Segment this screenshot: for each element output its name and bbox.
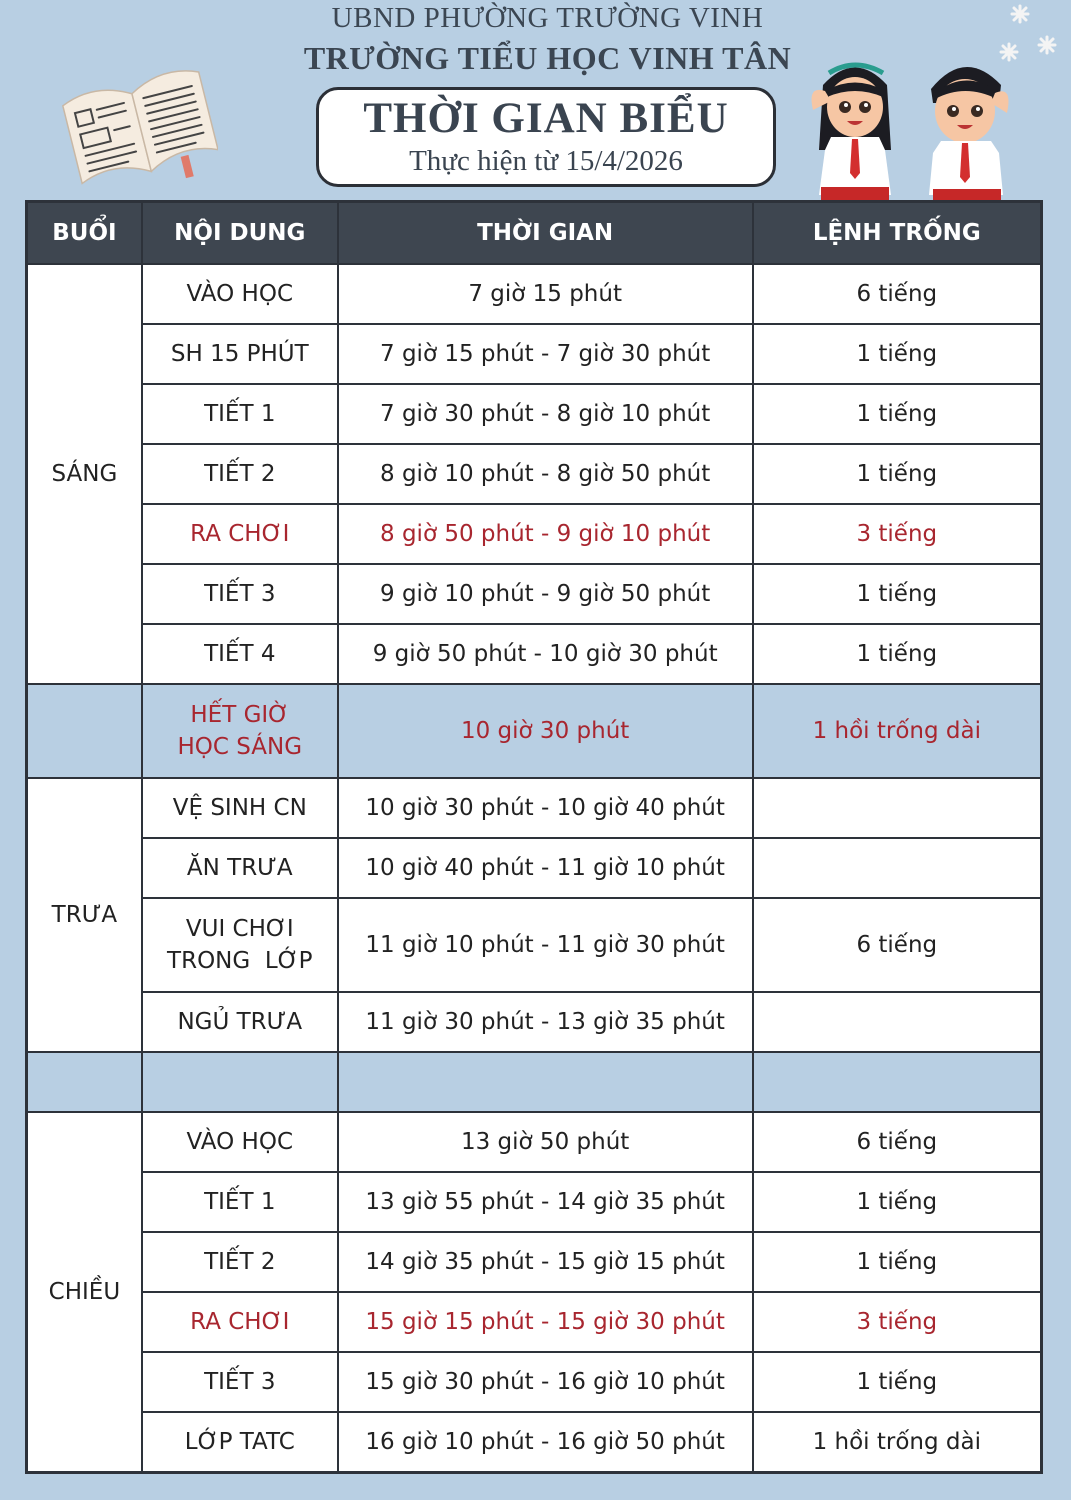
row-content: TIẾT 3: [142, 1352, 338, 1412]
row-drum: 6 tiếng: [753, 898, 1042, 992]
column-header-session: BUỔI: [27, 202, 142, 265]
row-time: 15 giờ 15 phút - 15 giờ 30 phút: [338, 1292, 753, 1352]
table-row: [27, 384, 1042, 444]
row-content: LỚP TATC: [142, 1412, 338, 1473]
row-drum: 6 tiếng: [753, 1112, 1042, 1172]
row-time: 7 giờ 15 phút: [338, 264, 753, 324]
row-content-line: HẾT GIỜ: [190, 702, 290, 728]
org-name: UBND PHƯỜNG TRƯỜNG VINH: [331, 2, 764, 34]
row-content: NGỦ TRƯA: [142, 992, 338, 1052]
effective-date: Thực hiện từ 15/4/2026: [409, 145, 683, 177]
row-time: 9 giờ 50 phút - 10 giờ 30 phút: [338, 624, 753, 684]
row-content-line: TRONG LỚP: [167, 948, 313, 974]
row-content: TIẾT 1: [142, 384, 338, 444]
schedule-table: [25, 200, 1043, 1474]
empty-cell: [753, 1052, 1042, 1112]
table-row: [27, 1112, 1042, 1172]
row-time: 9 giờ 10 phút - 9 giờ 50 phút: [338, 564, 753, 624]
row-time: 10 giờ 30 phút: [338, 684, 753, 778]
empty-cell: [338, 1052, 753, 1112]
row-time: 11 giờ 30 phút - 13 giờ 35 phút: [338, 992, 753, 1052]
row-content: VỆ SINH CN: [142, 778, 338, 838]
row-drum: 3 tiếng: [753, 1292, 1042, 1352]
row-time: 13 giờ 55 phút - 14 giờ 35 phút: [338, 1172, 753, 1232]
column-header-time: THỜI GIAN: [338, 202, 753, 265]
table-row: [27, 838, 1042, 898]
row-drum: 1 tiếng: [753, 324, 1042, 384]
session-noon: TRƯA: [27, 778, 142, 1052]
table-row: [27, 444, 1042, 504]
table-row: [27, 564, 1042, 624]
empty-cell: [142, 1052, 338, 1112]
session-afternoon: CHIỀU: [27, 1112, 142, 1473]
table-row-break: [27, 504, 1042, 564]
row-drum: 1 tiếng: [753, 564, 1042, 624]
empty-cell: [27, 684, 142, 778]
row-drum: 1 tiếng: [753, 624, 1042, 684]
row-time: 7 giờ 15 phút - 7 giờ 30 phút: [338, 324, 753, 384]
table-row: [27, 324, 1042, 384]
row-drum: 1 tiếng: [753, 1172, 1042, 1232]
empty-cell: [27, 1052, 142, 1112]
table-row-spacer: [27, 1052, 1042, 1112]
page-title: THỜI GIAN BIỂU: [363, 95, 729, 142]
row-content: RA CHƠI: [142, 1292, 338, 1352]
open-book-icon: [58, 48, 218, 188]
students-saluting-icon: [805, 55, 1015, 200]
row-drum: [753, 992, 1042, 1052]
column-header-content: NỘI DUNG: [142, 202, 338, 265]
row-drum: 3 tiếng: [753, 504, 1042, 564]
row-time: 11 giờ 10 phút - 11 giờ 30 phút: [338, 898, 753, 992]
row-content-line: HỌC SÁNG: [177, 734, 303, 760]
table-row: [27, 778, 1042, 838]
row-time: 8 giờ 50 phút - 9 giờ 10 phút: [338, 504, 753, 564]
title-box: [316, 87, 776, 187]
table-row-end-morning: [27, 684, 1042, 778]
row-drum: 1 hồi trống dài: [753, 684, 1042, 778]
row-drum: 6 tiếng: [753, 264, 1042, 324]
row-time: 10 giờ 30 phút - 10 giờ 40 phút: [338, 778, 753, 838]
row-content: TIẾT 3: [142, 564, 338, 624]
row-time: 8 giờ 10 phút - 8 giờ 50 phút: [338, 444, 753, 504]
row-drum: [753, 778, 1042, 838]
row-content: TIẾT 2: [142, 444, 338, 504]
row-drum: 1 hồi trống dài: [753, 1412, 1042, 1473]
row-content: RA CHƠI: [142, 504, 338, 564]
table-row: [27, 992, 1042, 1052]
table-header-row: [27, 202, 1042, 265]
row-time: 7 giờ 30 phút - 8 giờ 10 phút: [338, 384, 753, 444]
row-content: VÀO HỌC: [142, 264, 338, 324]
row-content: SH 15 PHÚT: [142, 324, 338, 384]
session-morning: SÁNG: [27, 264, 142, 684]
table-row: [27, 1412, 1042, 1473]
row-content: TIẾT 4: [142, 624, 338, 684]
table-row-break: [27, 1292, 1042, 1352]
row-content: [142, 684, 338, 778]
row-time: 15 giờ 30 phút - 16 giờ 10 phút: [338, 1352, 753, 1412]
table-row: [27, 1352, 1042, 1412]
table-row: [27, 1232, 1042, 1292]
row-content: [142, 898, 338, 992]
row-drum: 1 tiếng: [753, 1352, 1042, 1412]
row-drum: [753, 838, 1042, 898]
row-time: 14 giờ 35 phút - 15 giờ 15 phút: [338, 1232, 753, 1292]
row-drum: 1 tiếng: [753, 384, 1042, 444]
row-content: VÀO HỌC: [142, 1112, 338, 1172]
table-row: [27, 898, 1042, 992]
row-content: ĂN TRƯA: [142, 838, 338, 898]
row-drum: 1 tiếng: [753, 1232, 1042, 1292]
table-row: [27, 1172, 1042, 1232]
row-content: TIẾT 1: [142, 1172, 338, 1232]
table-row: [27, 624, 1042, 684]
row-time: 13 giờ 50 phút: [338, 1112, 753, 1172]
row-content-line: VUI CHƠI: [185, 916, 294, 942]
row-time: 10 giờ 40 phút - 11 giờ 10 phút: [338, 838, 753, 898]
row-time: 16 giờ 10 phút - 16 giờ 50 phút: [338, 1412, 753, 1473]
column-header-drum: LỆNH TRỐNG: [753, 202, 1042, 265]
row-content: TIẾT 2: [142, 1232, 338, 1292]
table-row: [27, 264, 1042, 324]
row-drum: 1 tiếng: [753, 444, 1042, 504]
school-name: TRƯỜNG TIỂU HỌC VINH TÂN: [303, 40, 792, 76]
